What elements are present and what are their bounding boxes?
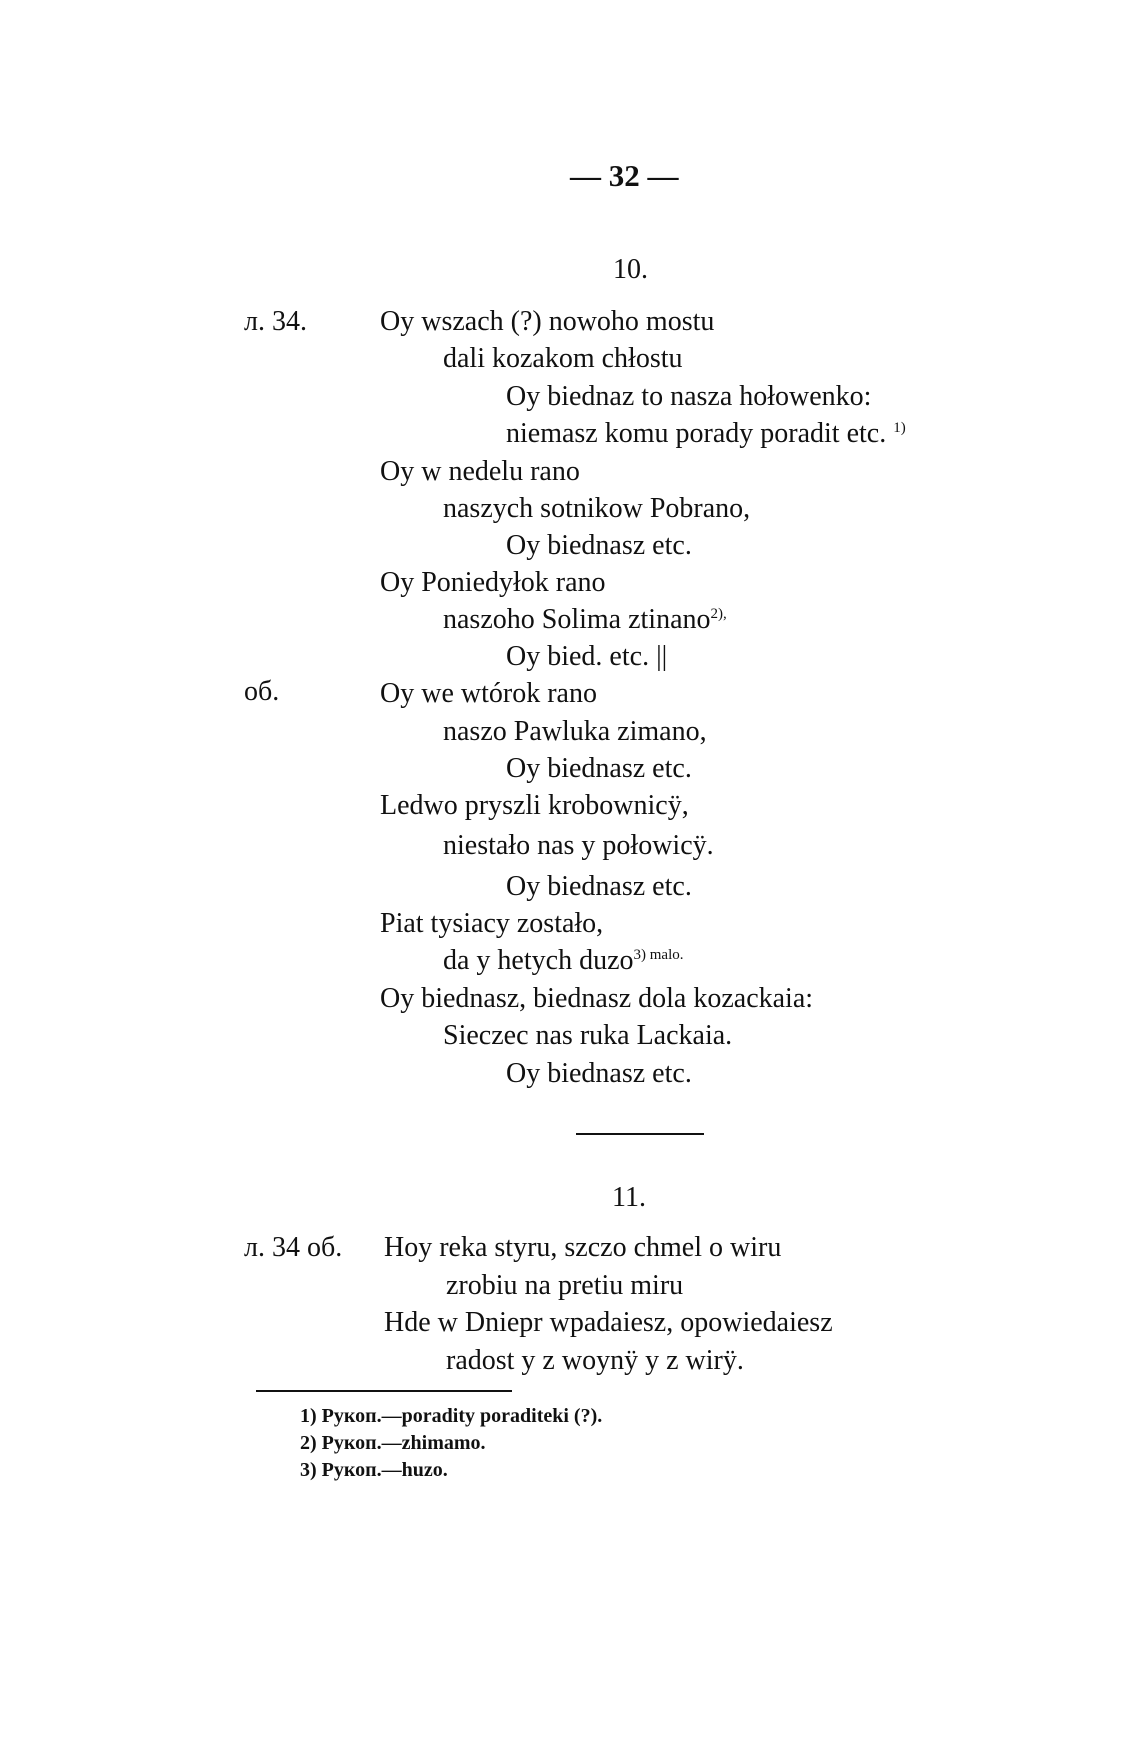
song-number-11: 11. (612, 1182, 646, 1213)
verse-line: dali kozakom chłostu (443, 343, 683, 374)
verse-line: Piat tysiacy zostało, (380, 908, 604, 939)
verse-line: Oy biednasz etc. (506, 871, 692, 902)
verse-line: Sieczec nas ruka Lackaia. (443, 1020, 733, 1051)
verse-line: niestało nas y połowicÿ. (443, 830, 714, 861)
verse-line: Oy biednasz etc. (506, 1058, 692, 1089)
footnote (300, 1405, 602, 1428)
verse-line: naszych sotnikow Pobrano, (443, 493, 751, 524)
footnote-mark: 1) (300, 1405, 317, 1427)
verse-line: Oy we wtórok rano (380, 678, 597, 709)
verse-line: Oy wszach (?) nowoho mostu (380, 306, 715, 337)
page-folio: — 32 — (570, 158, 679, 193)
footnote-rule (256, 1390, 512, 1392)
verse-line-with-note (443, 604, 727, 636)
verse-line: Hde w Dniepr wpadaiesz, opowiedaiesz (384, 1307, 833, 1338)
margin-leaf-ref-verso: об. (244, 676, 280, 707)
verse-line: radost y z woynÿ y z wirÿ. (446, 1345, 744, 1376)
verse-line-with-note (443, 945, 684, 977)
footnote (300, 1432, 486, 1455)
footnote-ref: 3) malo. (633, 947, 684, 963)
footnote-text: Рукоп.—poradity poraditeki (?). (321, 1405, 603, 1427)
footnote-ref: 1) (893, 420, 906, 436)
verse-line: Oy biednaz to nasza hołowenko: (506, 381, 872, 412)
verse-line: Oy biednasz etc. (506, 753, 692, 784)
footnote (300, 1459, 448, 1482)
footnote-text: Рукоп.—zhimamo. (321, 1432, 486, 1454)
section-divider (576, 1133, 704, 1135)
verse-line: naszo Pawluka zimano, (443, 716, 707, 747)
footnote-mark: 3) (300, 1459, 317, 1481)
verse-line: Oy w nedelu rano (380, 456, 580, 487)
margin-leaf-ref: л. 34. (244, 306, 307, 337)
footnote-mark: 2) (300, 1432, 317, 1454)
verse-text: naszoho Solima ztinano (443, 604, 711, 635)
margin-leaf-ref: л. 34 об. (244, 1232, 343, 1263)
verse-line: Oy biednasz, biednasz dola kozackaia: (380, 983, 814, 1014)
verse-line-with-note (506, 418, 906, 450)
footnote-ref: 2), (710, 606, 727, 622)
footnote-text: Рукоп.—huzo. (321, 1459, 448, 1481)
verse-line: Ledwo pryszli krobownicÿ, (380, 790, 689, 821)
song-number-10: 10. (613, 254, 648, 285)
verse-line: Hoy reka styru, szczo chmel o wiru (384, 1232, 782, 1263)
verse-line: Oy bied. etc. || (506, 641, 668, 672)
verse-text: da y hetych duzo (443, 945, 634, 976)
verse-line: Oy biednasz etc. (506, 530, 692, 561)
verse-text: niemasz komu porady poradit etc. (506, 418, 887, 449)
verse-line: Oy Poniedyłok rano (380, 567, 606, 598)
verse-line: zrobiu na pretiu miru (446, 1270, 684, 1301)
